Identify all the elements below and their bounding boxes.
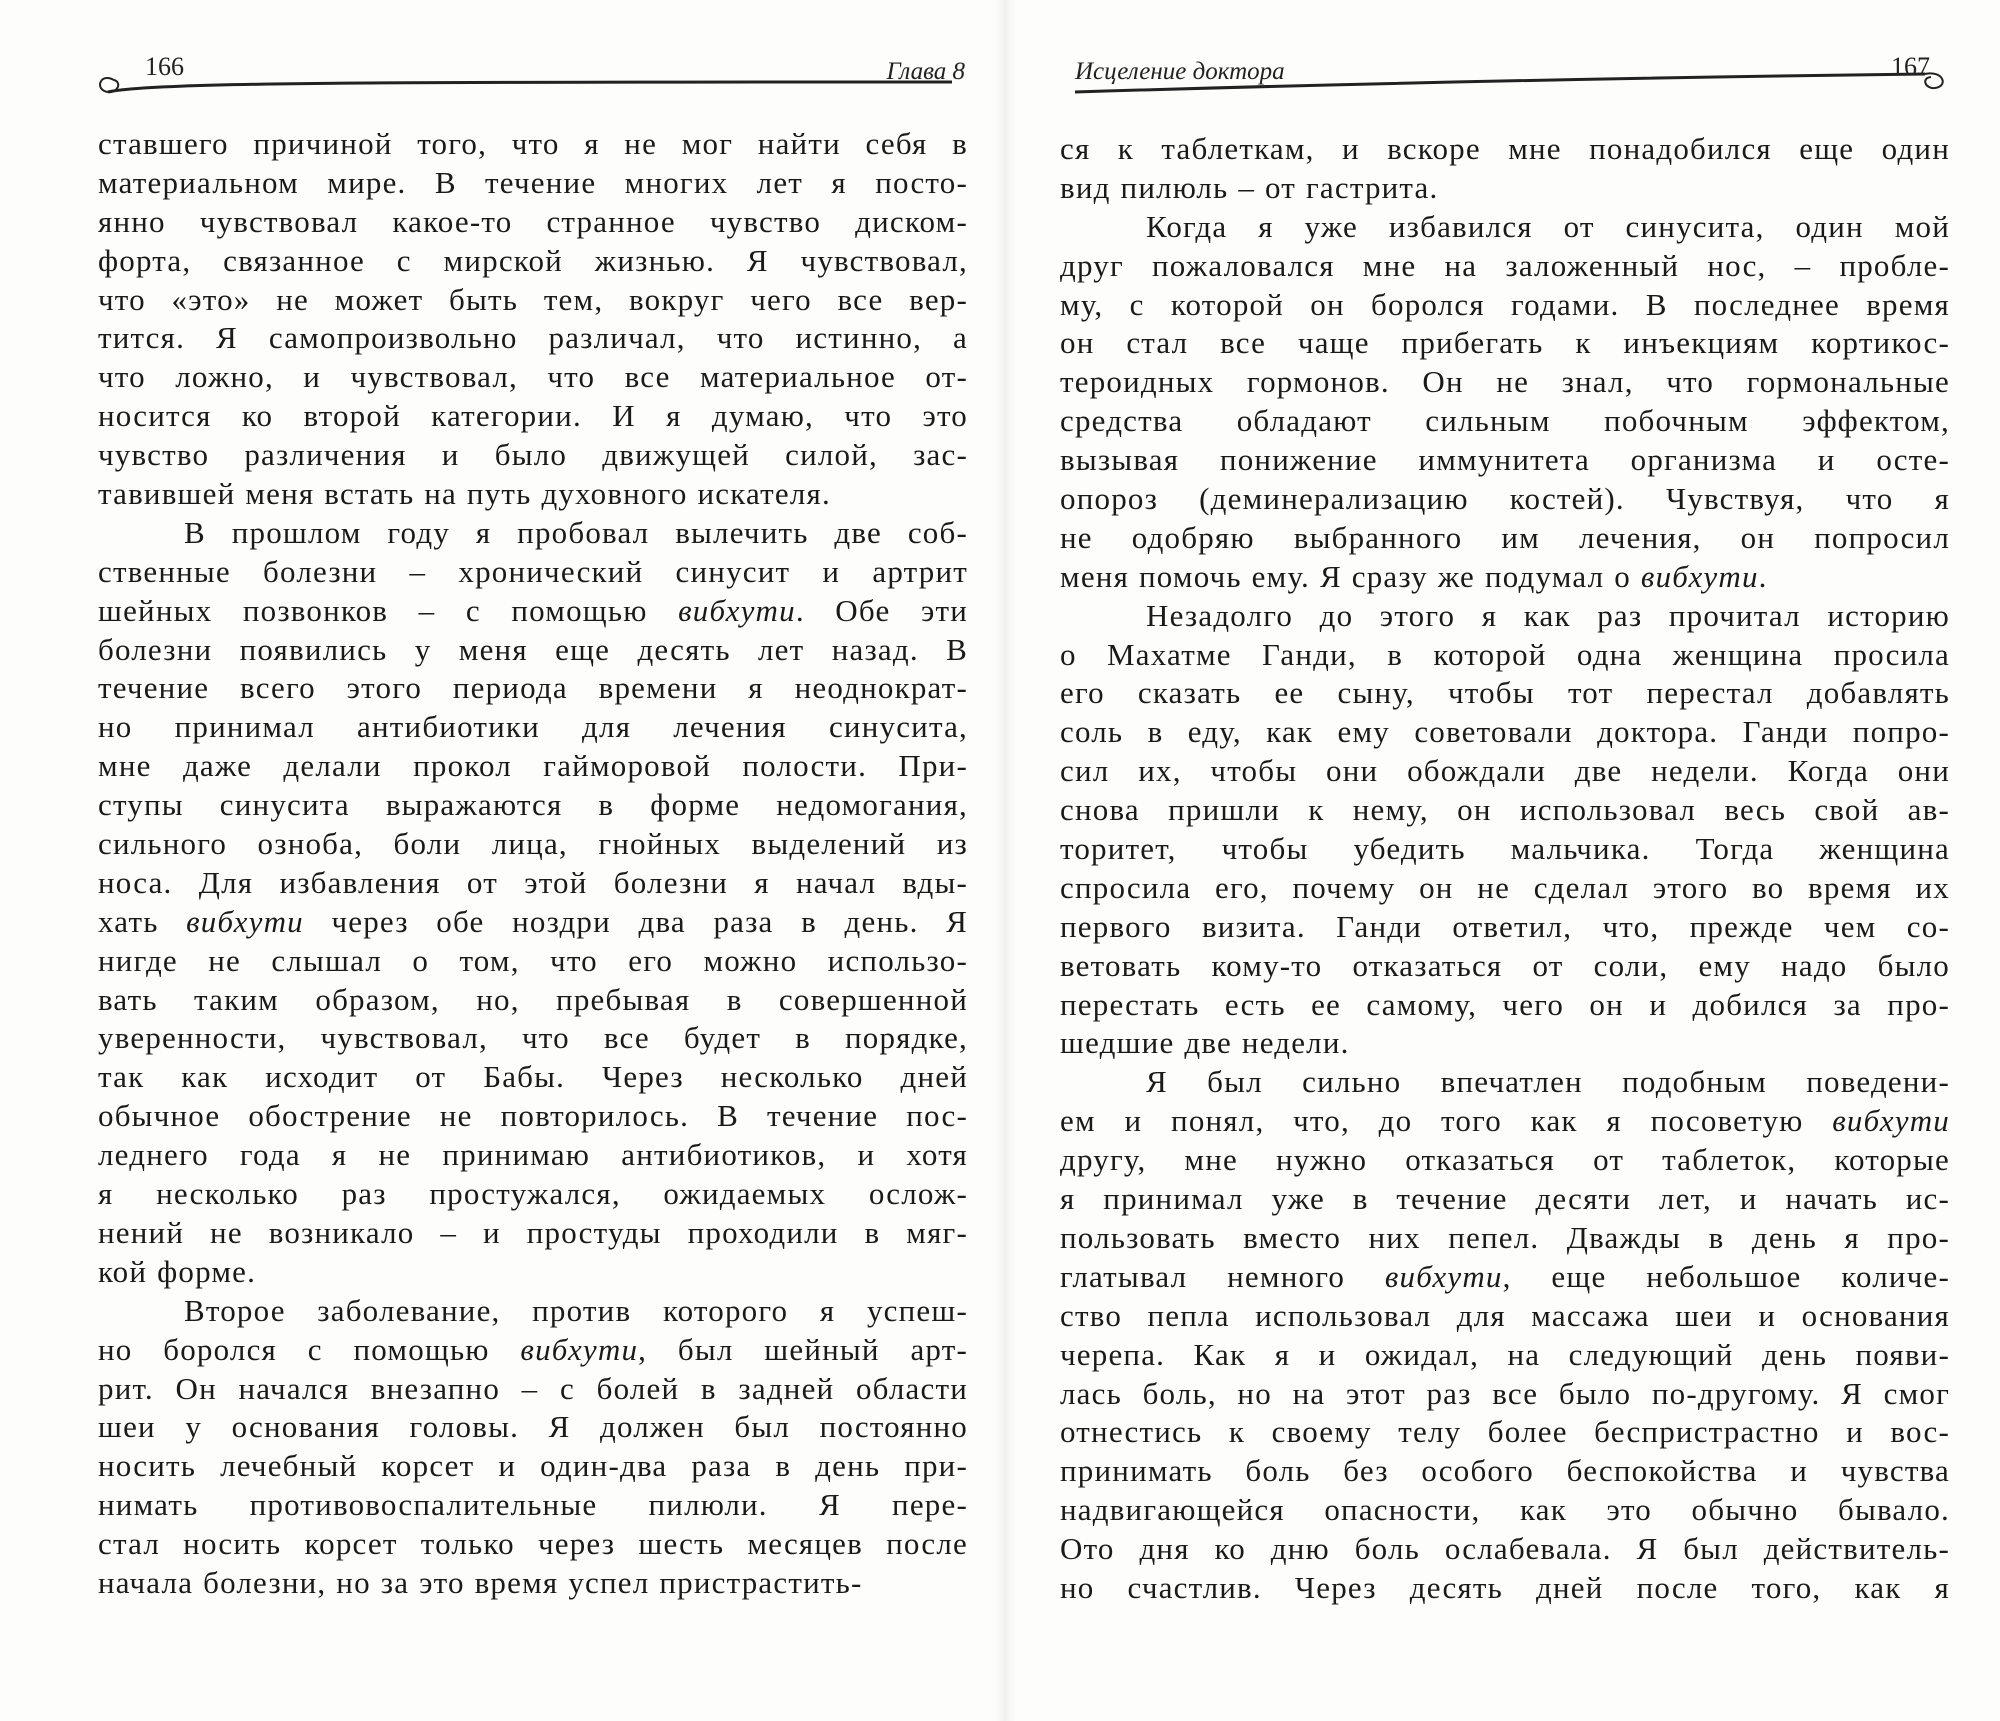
text-segment: начала болезни, но за это время успел пристрастить- — [98, 1564, 863, 1600]
text-line — [1060, 713, 1950, 752]
text-segment: течение всего этого периода времени я неоднократ- — [98, 670, 968, 706]
text-segment: о Махатме Ганди, в которой одна женщина просила — [1060, 636, 1950, 672]
text-segment: ставшего причиной того, что я не мог найти себя в — [98, 126, 968, 161]
text-line — [1060, 1063, 1950, 1102]
text-line — [98, 592, 968, 631]
right-page-number: 167 — [1891, 52, 1930, 81]
text-segment: спросила его, почему он не сделал этого во время их — [1060, 869, 1950, 905]
right-header-title: Исцеление доктора — [1075, 58, 1285, 85]
text-segment: шеи у основания головы. Я должен был постоянно — [98, 1409, 968, 1445]
text-segment: не одобряю выбранного им лечения, он попросил — [1060, 519, 1950, 555]
italic-term: вибхути — [1640, 558, 1759, 594]
text-line — [1060, 830, 1950, 869]
left-header-title: Глава 8 — [886, 58, 965, 85]
text-line — [1060, 986, 1950, 1025]
text-line — [1060, 286, 1950, 325]
text-line — [1060, 1452, 1950, 1491]
text-line — [1060, 791, 1950, 830]
text-segment: средства обладают сильным побочным эффектом, — [1060, 403, 1950, 439]
text-segment: носа. Для избавления от этой болезни я начал вды- — [98, 864, 968, 900]
text-line — [1060, 1491, 1950, 1530]
text-line — [1060, 1180, 1950, 1219]
text-line — [98, 1447, 968, 1486]
text-segment: лась боль, но на этот раз все было по-другому. Я смог — [1060, 1375, 1950, 1411]
italic-term: вибхути — [1384, 1258, 1503, 1294]
text-segment: ся к таблеткам, и вскоре мне понадобился еще один — [1060, 131, 1950, 166]
text-segment: что «это» не может быть тем, вокруг чего все вер- — [98, 281, 968, 317]
text-line — [98, 1175, 968, 1214]
text-segment: хать — [98, 903, 187, 939]
text-segment: так как исходит от Бабы. Через несколько дней — [98, 1059, 968, 1095]
right-body-text — [1060, 130, 1950, 1608]
text-segment: торитет, чтобы убедить мальчика. Тогда женщина — [1060, 831, 1950, 867]
text-segment: , еще небольшое количе- — [1502, 1258, 1950, 1294]
text-segment: опороз (деминерализацию костей). Чувствуя, что я — [1060, 481, 1950, 517]
italic-term: вибхути — [520, 1331, 639, 1367]
text-line — [1060, 402, 1950, 441]
text-line — [98, 553, 968, 592]
text-segment: черепа. Как я и ожидал, на следующий день появи- — [1060, 1336, 1950, 1372]
text-segment: пользовать вместо них пепел. Дважды в день я про- — [1060, 1219, 1950, 1255]
text-segment: шедшие две недели. — [1060, 1025, 1350, 1061]
text-line — [98, 1253, 968, 1292]
text-segment: через обе ноздри два раза в день. Я — [303, 903, 968, 939]
text-line — [1060, 947, 1950, 986]
text-segment: Когда я уже избавился от синусита, один мой — [1146, 208, 1950, 244]
text-segment: что ложно, и чувствовал, что все материальное от- — [98, 359, 968, 395]
text-segment: первого визита. Ганди ответил, что, прежде чем со- — [1060, 908, 1950, 944]
left-body-text — [98, 125, 968, 1603]
text-line — [1060, 1297, 1950, 1336]
text-segment: . — [1758, 558, 1768, 594]
text-segment: В прошлом году я пробовал вылечить две соб- — [184, 514, 968, 550]
text-line — [1060, 908, 1950, 947]
text-line — [1060, 1569, 1950, 1608]
text-segment: ем и понял, что, до того как я посоветую — [1060, 1103, 1833, 1139]
text-segment: отнестись к своему телу более беспристрастно и вос- — [1060, 1414, 1950, 1450]
text-line — [98, 981, 968, 1020]
text-segment: янно чувствовал какое-то странное чувство диском- — [98, 203, 968, 239]
right-page — [1015, 0, 2000, 1721]
text-segment: но боролся с помощью — [98, 1331, 521, 1367]
text-line — [98, 397, 968, 436]
text-line — [98, 1058, 968, 1097]
text-line — [1060, 636, 1950, 675]
text-line — [98, 903, 968, 942]
text-line — [1060, 208, 1950, 247]
text-line — [98, 242, 968, 281]
text-segment: ство пепла использовал для массажа шеи и основания — [1060, 1297, 1950, 1333]
text-segment: шейных позвонков – с помощью — [98, 592, 679, 628]
text-segment: Незадолго до этого я как раз прочитал историю — [1146, 597, 1950, 633]
text-line — [98, 1292, 968, 1331]
text-segment: форта, связанное с мирской жизнью. Я чувствовал, — [98, 242, 968, 278]
text-segment: надвигающейся опасности, как это обычно бывало. — [1060, 1492, 1950, 1528]
text-line — [1060, 1024, 1950, 1063]
text-line — [98, 1408, 968, 1447]
text-line — [1060, 558, 1950, 597]
text-segment: кой форме. — [98, 1253, 257, 1289]
text-segment: ветовать кому-то отказаться от соли, ему надо было — [1060, 947, 1950, 983]
left-page-number: 166 — [145, 52, 184, 81]
text-segment: я несколько раз простужался, ожидаемых ослож- — [98, 1176, 968, 1212]
text-line — [1060, 752, 1950, 791]
text-segment: вать таким образом, но, пребывая в совершенной — [98, 981, 968, 1017]
text-segment: Ото дня ко дню боль ослабевала. Я был действитель- — [1060, 1531, 1950, 1567]
text-segment: вызывая понижение иммунитета организма и осте- — [1060, 442, 1950, 478]
text-line — [98, 1097, 968, 1136]
text-line — [1060, 1102, 1950, 1141]
text-segment: но счастлив. Через десять дней после того, как я — [1060, 1569, 1950, 1605]
text-segment: чувство различения и было движущей силой, зас- — [98, 437, 968, 473]
text-segment: вид пилюль – от гастрита. — [1060, 169, 1439, 205]
text-segment: друг пожаловался мне на заложенный нос, – пробле- — [1060, 247, 1950, 283]
text-line — [1060, 169, 1950, 208]
text-segment: тавившей меня встать на путь духовного искателя. — [98, 476, 831, 512]
text-segment: снова пришли к нему, он использовал весь свой ав- — [1060, 792, 1950, 828]
text-line — [98, 1019, 968, 1058]
text-line — [98, 747, 968, 786]
text-line — [1060, 519, 1950, 558]
text-line — [1060, 674, 1950, 713]
text-segment: носится ко второй категории. И я думаю, что это — [98, 398, 968, 434]
text-segment: меня помочь ему. Я сразу же подумал о — [1060, 558, 1641, 594]
text-segment: тится. Я самопроизвольно различал, что истинно, а — [98, 320, 968, 356]
text-segment: ственные болезни – хронический синусит и артрит — [98, 553, 968, 589]
text-line — [98, 786, 968, 825]
text-line — [98, 1525, 968, 1564]
text-line — [98, 319, 968, 358]
text-line — [98, 1564, 968, 1603]
text-line — [1060, 441, 1950, 480]
italic-term: вибхути — [1832, 1103, 1950, 1139]
text-segment: Второе заболевание, против которого я успеш- — [184, 1292, 968, 1328]
text-line — [98, 514, 968, 553]
text-segment: я принимал уже в течение десяти лет, и начать ис- — [1060, 1181, 1950, 1217]
text-segment: принимать боль без особого беспокойства и чувства — [1060, 1453, 1950, 1489]
text-segment: мне даже делали прокол гайморовой полости. При- — [98, 748, 968, 784]
text-line — [1060, 1219, 1950, 1258]
text-segment: соль в еду, как ему советовали доктора. Ганди попро- — [1060, 714, 1950, 750]
text-line — [98, 1486, 968, 1525]
text-line — [1060, 363, 1950, 402]
text-line — [98, 942, 968, 981]
text-line — [98, 281, 968, 320]
text-segment: рит. Он начался внезапно – с болей в задней области — [98, 1370, 968, 1406]
text-segment: болезни появились у меня еще десять лет назад. В — [98, 631, 968, 667]
text-segment: он стал все чаще прибегать к инъекциям кортикос- — [1060, 325, 1950, 361]
text-line — [98, 1214, 968, 1253]
text-line — [1060, 130, 1950, 169]
text-line — [98, 125, 968, 164]
text-segment: его сказать ее сыну, чтобы тот перестал добавлять — [1060, 675, 1950, 711]
text-line — [98, 436, 968, 475]
text-segment: Я был сильно впечатлен подобным поведени- — [1146, 1064, 1950, 1100]
text-line — [98, 825, 968, 864]
text-segment: сильного озноба, боли лица, гнойных выделений из — [98, 826, 968, 862]
italic-term: вибхути — [678, 592, 796, 628]
text-segment: , был шейный арт- — [638, 1331, 968, 1367]
text-line — [1060, 1336, 1950, 1375]
text-line — [98, 631, 968, 670]
text-segment: стал носить корсет только через шесть месяцев после — [98, 1526, 968, 1562]
text-segment: но принимал антибиотики для лечения синусита, — [98, 709, 968, 745]
text-line — [98, 1370, 968, 1409]
text-line — [1060, 1258, 1950, 1297]
text-line — [1060, 869, 1950, 908]
text-line — [1060, 1141, 1950, 1180]
text-line — [98, 358, 968, 397]
text-segment: материальном мире. В течение многих лет я посто- — [98, 164, 968, 200]
text-line — [1060, 1413, 1950, 1452]
left-header-ornament-rule — [92, 66, 972, 106]
italic-term: вибхути — [186, 903, 304, 939]
text-line — [98, 475, 968, 514]
text-line — [98, 1136, 968, 1175]
text-segment: сил их, чтобы они обождали две недели. Когда они — [1060, 753, 1950, 789]
text-segment: перестать есть ее самому, чего он и добился за про- — [1060, 986, 1950, 1022]
text-line — [1060, 1375, 1950, 1414]
text-segment: ступы синусита выражаются в форме недомогания, — [98, 787, 968, 823]
text-segment: тероидных гормонов. Он не знал, что гормональные — [1060, 364, 1950, 400]
text-line — [1060, 1530, 1950, 1569]
text-line — [1060, 324, 1950, 363]
text-line — [98, 708, 968, 747]
text-line — [98, 864, 968, 903]
text-segment: обычное обострение не повторилось. В течение пос- — [98, 1098, 968, 1134]
text-segment: уверенности, чувствовал, что все будет в порядке, — [98, 1020, 968, 1056]
text-segment: нимать противовоспалительные пилюли. Я пере- — [98, 1487, 968, 1523]
text-segment: глатывал немного — [1060, 1258, 1385, 1294]
text-segment: нений не возникало – и простуды проходили в мяг- — [98, 1214, 968, 1250]
text-segment: нигде не слышал о том, что его можно использо- — [98, 942, 968, 978]
text-segment: леднего года я не принимаю антибиотиков, и хотя — [98, 1137, 968, 1173]
text-line — [98, 669, 968, 708]
text-line — [1060, 247, 1950, 286]
text-segment: . Обе эти — [795, 592, 968, 628]
text-line — [1060, 480, 1950, 519]
text-segment: му, с которой он боролся годами. В последнее время — [1060, 286, 1950, 322]
text-line — [98, 1331, 968, 1370]
text-segment: носить лечебный корсет и один-два раза в день при- — [98, 1448, 968, 1484]
right-header-ornament-rule — [1065, 66, 1950, 106]
text-segment: другу, мне нужно отказаться от таблеток, которые — [1060, 1142, 1950, 1178]
text-line — [98, 164, 968, 203]
text-line — [1060, 597, 1950, 636]
text-line — [98, 203, 968, 242]
